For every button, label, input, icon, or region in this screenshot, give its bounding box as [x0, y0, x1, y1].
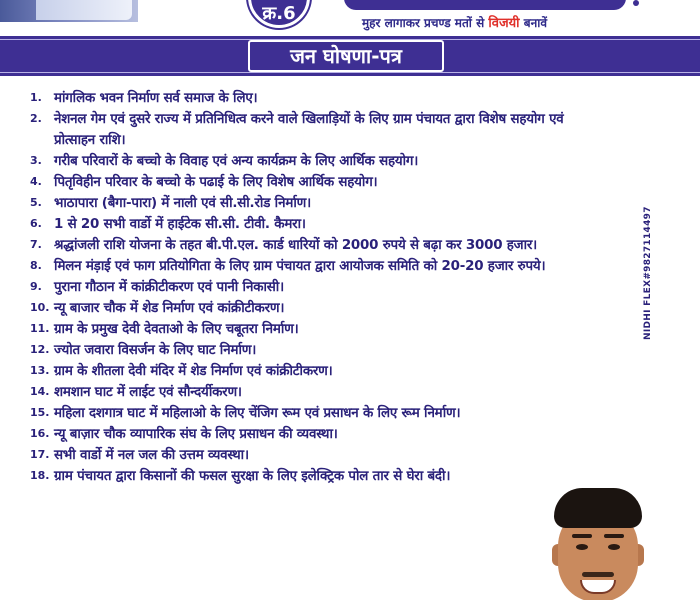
item-number: 18.	[30, 469, 50, 482]
item-number: 4.	[30, 175, 42, 188]
manifesto-item	[0, 172, 580, 193]
item-text: श्रद्धांजली राशि योजना के तहत बी.पी.एल. कार्ड धारियों को 2000 रुपये से बढ़ा कर 3000 हजार।	[54, 238, 538, 253]
top-photo-strip	[0, 0, 138, 22]
slogan-highlight: विजयी	[488, 16, 520, 31]
manifesto-item	[0, 424, 580, 445]
item-text: नेशनल गेम एवं दुसरे राज्य में प्रतिनिधित्व करने वाले खिलाड़ियों के लिए ग्राम पंचायत द्वारा विशेष सहयोग एवं प्रोत्साहन राशि।	[54, 112, 564, 148]
manifesto-item	[0, 256, 580, 277]
item-text: शमशान घाट में लाईट एवं सौन्दर्यीकरण।	[54, 385, 242, 400]
portrait-mustache	[582, 572, 614, 577]
item-number: 5.	[30, 196, 42, 209]
manifesto-item	[0, 361, 580, 382]
item-text: ज्योत जवारा विसर्जन के लिए घाट निर्माण।	[54, 343, 257, 358]
ballot-number-seal	[248, 0, 310, 28]
item-number: 14.	[30, 385, 50, 398]
ballot-number: क्र.6	[262, 3, 296, 24]
item-text: गरीब परिवारों के बच्चो के विवाह एवं अन्य कार्यक्रम के लिए आर्थिक सहयोग।	[54, 154, 419, 169]
item-number: 13.	[30, 364, 50, 377]
manifesto-item	[0, 319, 580, 340]
portrait-brow	[604, 534, 624, 538]
manifesto-item	[0, 214, 580, 235]
item-text: न्यू बाजार चौक में शेड निर्माण एवं कांक्रीटीकरण।	[54, 301, 285, 316]
title-rule-bottom	[0, 72, 700, 73]
manifesto-item	[0, 88, 580, 109]
manifesto-item	[0, 151, 580, 172]
slogan-suffix: बनावें	[523, 16, 548, 30]
top-photo-inner	[36, 0, 132, 20]
manifesto-item	[0, 298, 580, 319]
item-number: 15.	[30, 406, 50, 419]
candidate-name-banner-cropped	[344, 0, 626, 10]
candidate-portrait	[540, 488, 656, 600]
item-text: ग्राम के शीतला देवी मंदिर में शेड निर्माण एवं कांक्रीटीकरण।	[54, 364, 333, 379]
manifesto-item	[0, 235, 580, 256]
manifesto-item	[0, 109, 580, 151]
item-text: न्यू बाज़ार चौक व्यापारिक संघ के लिए प्रसाधन की व्यवस्था।	[54, 427, 338, 442]
item-text: सभी वार्डो में नल जल की उत्तम व्यवस्था।	[54, 448, 249, 463]
candidate-name-banner	[344, 0, 626, 10]
item-text: मांगलिक भवन निर्माण सर्व समाज के लिए।	[54, 91, 258, 106]
item-number: 12.	[30, 343, 50, 356]
manifesto-item	[0, 382, 580, 403]
item-text: महिला दशगात्र घाट में महिलाओ के लिए चेंजिग रूम एवं प्रसाधन के लिए रूम निर्माण।	[54, 406, 461, 421]
manifesto-item	[0, 277, 580, 298]
portrait-eye	[608, 544, 620, 550]
item-text: ग्राम के प्रमुख देवी देवताओ के लिए चबूतरा निर्माण।	[54, 322, 299, 337]
item-text: पितृविहीन परिवार के बच्चो के पढाई के लिए विशेष आर्थिक सहयोग।	[54, 175, 378, 190]
item-number: 7.	[30, 238, 42, 251]
item-number: 2.	[30, 112, 42, 125]
manifesto-item	[0, 466, 580, 487]
item-number: 6.	[30, 217, 42, 230]
banner-dot	[633, 0, 639, 6]
slogan-prefix: मुहर लागाकर प्रचण्ड मतों से	[362, 16, 485, 30]
item-text: ग्राम पंचायत द्वारा किसानों की फसल सुरक्षा के लिए इलेक्ट्रिक पोल तार से घेरा बंदी।	[54, 469, 451, 484]
manifesto-item	[0, 193, 580, 214]
manifesto-item	[0, 340, 580, 361]
title-band	[0, 36, 700, 76]
portrait-brow	[572, 534, 592, 538]
item-text: पुराना गौठान में कांक्रीटीकरण एवं पानी निकासी।	[54, 280, 284, 295]
item-number: 9.	[30, 280, 42, 293]
item-number: 3.	[30, 154, 42, 167]
page-title: जन घोषणा-पत्र	[290, 44, 402, 68]
item-number: 17.	[30, 448, 50, 461]
vote-slogan	[362, 13, 547, 31]
item-number: 1.	[30, 91, 42, 104]
item-text: भाठापारा (बैगा-पारा) में नाली एवं सी.सी.रोड निर्माण।	[54, 196, 311, 211]
item-number: 11.	[30, 322, 50, 335]
manifesto-list	[0, 88, 580, 487]
title-box	[248, 40, 444, 72]
portrait-hair	[554, 488, 642, 528]
item-text: 1 से 20 सभी वार्डो में हाईटेक सी.सी. टीवी. कैमरा।	[54, 217, 306, 232]
item-text: मिलन मंड़ाई एवं फाग प्रतियोगिता के लिए ग्राम पंचायत द्वारा आयोजक समिति को 20-20 हजार रुपये।	[54, 259, 546, 274]
manifesto-item	[0, 445, 580, 466]
item-number: 16.	[30, 427, 50, 440]
item-number: 8.	[30, 259, 42, 272]
printer-credit: NIDHI FLEX#9827114497	[643, 206, 653, 340]
portrait-eye	[576, 544, 588, 550]
top-band	[0, 0, 700, 36]
item-number: 10.	[30, 301, 50, 314]
manifesto-item	[0, 403, 580, 424]
